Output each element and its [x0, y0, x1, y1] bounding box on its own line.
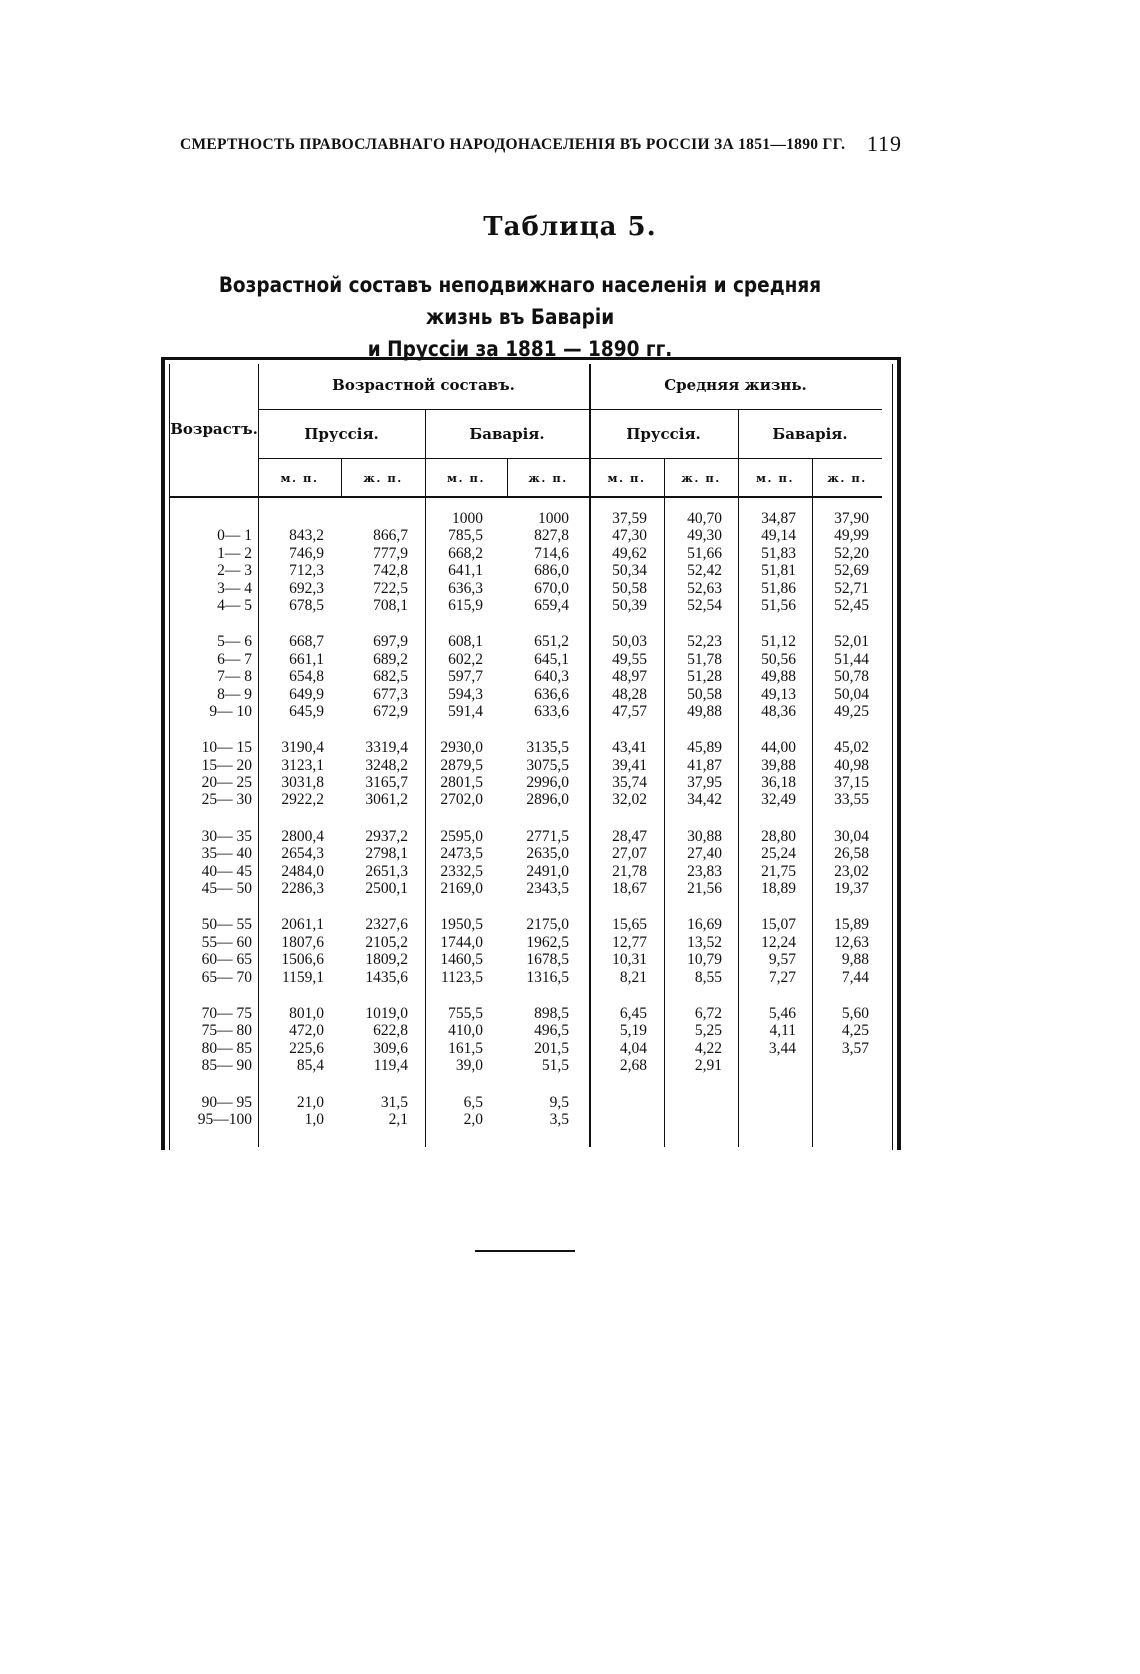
table-cell: 49,88	[687, 702, 722, 720]
table-cell: 2175,0	[526, 916, 569, 934]
table-cell: 496,5	[534, 1022, 569, 1040]
header-female: ж. п.	[363, 471, 403, 485]
table-cell: 23,83	[687, 862, 722, 880]
table-cell: 641,1	[448, 562, 483, 580]
table-cell: 2,1	[388, 1110, 408, 1128]
table-cell: 309,6	[373, 1039, 408, 1057]
table-cell: 1123,5	[440, 968, 483, 986]
table-cell: 2930,0	[440, 739, 483, 757]
table-cell: 2798,1	[365, 845, 408, 863]
table-cell: 8— 9	[217, 685, 252, 703]
table-cell: 40,70	[687, 510, 722, 527]
table-cell: 2702,0	[440, 791, 483, 809]
table-cell: 47,30	[612, 527, 647, 545]
table-cell: 2473,5	[440, 845, 483, 863]
header-life: Средняя жизнь.	[664, 376, 807, 394]
column-prussia-life-m	[589, 510, 647, 1128]
table-cell: 48,97	[612, 668, 647, 686]
table-cell: 50,56	[761, 650, 796, 668]
column-age	[174, 510, 252, 1128]
table-cell: 9,57	[768, 951, 796, 969]
table-cell: 645,1	[534, 650, 569, 668]
table-cell: 2996,0	[526, 774, 569, 792]
table-cell: 2105,2	[365, 933, 408, 951]
table-cell: 2,91	[694, 1057, 722, 1075]
table-cell: 10,31	[612, 951, 647, 969]
table-cell: 70— 75	[201, 1004, 252, 1022]
table-cell: 4— 5	[217, 596, 252, 614]
table-cell: 3319,4	[365, 739, 408, 757]
table-cell	[812, 1057, 869, 1074]
table-cell: 3031,8	[281, 774, 324, 792]
table-cell: 4,22	[694, 1039, 722, 1057]
table-cell: 51,66	[687, 544, 722, 562]
table-cell: 712,3	[289, 562, 324, 580]
table-cell: 1,0	[304, 1110, 324, 1128]
table-cell: 21,78	[612, 862, 647, 880]
table-cell: 722,5	[373, 579, 408, 597]
table-cell: 5,25	[694, 1022, 722, 1040]
table-cell: 3123,1	[281, 756, 324, 774]
table-cell: 3190,4	[281, 739, 324, 757]
table-cell: 7— 8	[217, 668, 252, 686]
table-cell: 28,47	[612, 827, 647, 845]
column-bavaria-comp-f	[507, 510, 569, 1128]
table-cell: 3— 4	[217, 579, 252, 597]
table-cell: 119,4	[373, 1057, 408, 1075]
table-cell: 697,9	[373, 633, 408, 651]
table-cell	[589, 1094, 647, 1111]
table-cell: 52,71	[834, 579, 869, 597]
table-cell: 602,2	[448, 650, 483, 668]
table-cell: 2169,0	[440, 880, 483, 898]
table-cell: 75— 80	[201, 1022, 252, 1040]
table-cell: 48,36	[761, 702, 796, 720]
header-bottom-rule	[170, 496, 882, 498]
table-cell: 26,58	[834, 845, 869, 863]
table-cell: 2879,5	[440, 756, 483, 774]
table-cell: 51,86	[761, 579, 796, 597]
table-cell: 2800,4	[281, 827, 324, 845]
table-cell: 52,63	[687, 579, 722, 597]
table-cell: 2484,0	[281, 862, 324, 880]
table-cell: 16,69	[687, 916, 722, 934]
table-cell: 32,49	[761, 791, 796, 809]
table-cell: 41,87	[687, 756, 722, 774]
table-cell: 25,24	[761, 845, 796, 863]
table-cell: 50,04	[834, 685, 869, 703]
table-cell: 2937,2	[365, 827, 408, 845]
table-cell: 21,56	[687, 880, 722, 898]
table-cell: 2491,0	[526, 862, 569, 880]
table-cell: 633,6	[534, 702, 569, 720]
table-cell: 689,2	[373, 650, 408, 668]
table-cell: 594,3	[448, 685, 483, 703]
table-cell: 43,41	[612, 739, 647, 757]
table-cell: 9— 10	[209, 702, 252, 720]
table-cell: 15,07	[761, 916, 796, 934]
table-cell: 2896,0	[526, 791, 569, 809]
table-cell: 161,5	[448, 1039, 483, 1057]
table-cell: 4,25	[841, 1022, 869, 1040]
table-cell	[738, 1111, 796, 1128]
table-cell: 2343,5	[526, 880, 569, 898]
table-cell: 51,56	[761, 596, 796, 614]
table-cell: 37,90	[834, 510, 869, 527]
table-cell: 1962,5	[526, 933, 569, 951]
table-cell: 3061,2	[365, 791, 408, 809]
table-cell	[738, 1057, 796, 1074]
table-cell: 645,9	[289, 702, 324, 720]
table-cell: 8,21	[619, 968, 647, 986]
table-cell: 755,5	[448, 1004, 483, 1022]
table-cell: 636,6	[534, 685, 569, 703]
table-cell: 45,02	[834, 739, 869, 757]
table-cell: 714,6	[534, 544, 569, 562]
table-cell: 55— 60	[201, 933, 252, 951]
table-cell: 30,88	[687, 827, 722, 845]
table-cell: 52,20	[834, 544, 869, 562]
table-cell: 6— 7	[217, 650, 252, 668]
table-cell: 746,9	[289, 544, 324, 562]
table-cell: 2500,1	[365, 880, 408, 898]
table-cell: 1807,6	[281, 933, 324, 951]
table-cell: 40— 45	[201, 862, 252, 880]
table-title: Таблица 5.	[483, 212, 657, 242]
table-cell: 51,28	[687, 668, 722, 686]
table-cell: 2,0	[463, 1110, 483, 1128]
table-cell: 49,88	[761, 668, 796, 686]
table-cell: 85,4	[296, 1057, 324, 1075]
table-cell: 2771,5	[526, 827, 569, 845]
table-cell: 49,14	[761, 527, 796, 545]
header-age: Возрастъ.	[170, 420, 258, 438]
table-cell: 670,0	[534, 579, 569, 597]
table-cell: 692,3	[289, 579, 324, 597]
table-cell: 6,45	[619, 1004, 647, 1022]
column-prussia-comp-m	[258, 510, 324, 1128]
table-cell: 1506,6	[281, 951, 324, 969]
caption-line-1: Возрастной составъ неподвижнаго населенія и средняя жизнь въ Баваріи	[218, 273, 822, 330]
header-female: ж. п.	[827, 471, 867, 485]
header-male: м. п.	[447, 471, 485, 485]
column-prussia-comp-f	[341, 510, 408, 1128]
table-cell: 615,9	[448, 596, 483, 614]
table-cell: 15,89	[834, 916, 869, 934]
running-head-text: СМЕРТНОСТЬ ПРАВОСЛАВНАГО НАРОДОНАСЕЛЕНІЯ ВЪ РОССІИ ЗА 1851—1890 ГГ.	[180, 136, 846, 153]
table-cell: 30— 35	[201, 827, 252, 845]
table-cell: 3,44	[768, 1039, 796, 1057]
table-cell: 1159,1	[281, 968, 324, 986]
table-cell: 677,3	[373, 685, 408, 703]
table-cell: 10,79	[687, 951, 722, 969]
table-cell: 35— 40	[201, 845, 252, 863]
column-bavaria-comp-m	[425, 510, 483, 1128]
table-cell: 90— 95	[201, 1093, 252, 1111]
table-cell: 50,78	[834, 668, 869, 686]
table-cell: 827,8	[534, 527, 569, 545]
table-cell: 27,40	[687, 845, 722, 863]
table-cell: 597,7	[448, 668, 483, 686]
table-cell: 0— 1	[217, 527, 252, 545]
table-cell: 668,2	[448, 544, 483, 562]
table-cell: 2332,5	[440, 862, 483, 880]
table-cell: 12,24	[761, 933, 796, 951]
table-cell: 866,7	[373, 527, 408, 545]
header-bavaria-comp: Баварія.	[469, 425, 545, 443]
table-cell: 49,13	[761, 685, 796, 703]
table-cell: 40,98	[834, 756, 869, 774]
header-bavaria-life: Баварія.	[772, 425, 848, 443]
table-cell: 39,41	[612, 756, 647, 774]
table-cell: 608,1	[448, 633, 483, 651]
table-cell	[589, 1111, 647, 1128]
table-cell: 801,0	[289, 1004, 324, 1022]
table-cell: 15— 20	[201, 756, 252, 774]
table-cell: 777,9	[373, 544, 408, 562]
table-cell: 3135,5	[526, 739, 569, 757]
table-cell: 31,5	[380, 1093, 408, 1111]
table-cell: 39,0	[455, 1057, 483, 1075]
table-cell	[738, 1094, 796, 1111]
table-cell: 49,30	[687, 527, 722, 545]
table-cell: 1316,5	[526, 968, 569, 986]
table-cell: 2286,3	[281, 880, 324, 898]
table-cell: 51,44	[834, 650, 869, 668]
table-cell: 410,0	[448, 1022, 483, 1040]
table-cell: 5,46	[768, 1004, 796, 1022]
table-cell	[174, 510, 252, 527]
table-cell: 640,3	[534, 668, 569, 686]
header-male: м. п.	[607, 471, 646, 485]
table-cell: 12,63	[834, 933, 869, 951]
table-cell: 5,60	[841, 1004, 869, 1022]
table-cell: 785,5	[448, 527, 483, 545]
table-cell: 15,65	[612, 916, 647, 934]
table-cell: 48,28	[612, 685, 647, 703]
table-cell	[664, 1111, 722, 1128]
table-cell: 23,02	[834, 862, 869, 880]
table-cell: 18,67	[612, 880, 647, 898]
table-cell: 21,0	[296, 1093, 324, 1111]
table-cell: 4,11	[769, 1022, 796, 1040]
table-cell: 2061,1	[281, 916, 324, 934]
table-cell: 1000	[538, 510, 569, 527]
table-cell: 672,9	[373, 702, 408, 720]
table-cell: 50,58	[687, 685, 722, 703]
table-cell: 80— 85	[201, 1039, 252, 1057]
table-cell: 1950,5	[440, 916, 483, 934]
table-cell: 1678,5	[526, 951, 569, 969]
table-cell: 52,45	[834, 596, 869, 614]
table-cell	[258, 510, 324, 527]
table-cell: 45,89	[687, 739, 722, 757]
table-cell: 35,74	[612, 774, 647, 792]
header-rule	[258, 409, 882, 410]
table-cell: 50,39	[612, 596, 647, 614]
table-cell: 651,2	[534, 633, 569, 651]
table-cell: 686,0	[534, 562, 569, 580]
table-cell: 39,88	[761, 756, 796, 774]
table-cell: 9,5	[549, 1093, 569, 1111]
table-cell: 3248,2	[365, 756, 408, 774]
table-cell: 51,81	[761, 562, 796, 580]
header-prussia-comp: Пруссія.	[304, 425, 379, 443]
header-female: ж. п.	[528, 471, 568, 485]
table-cell: 51,5	[541, 1057, 569, 1075]
table-cell: 13,52	[687, 933, 722, 951]
table-caption	[193, 270, 847, 366]
table-cell: 6,72	[694, 1004, 722, 1022]
table-cell: 2654,3	[281, 845, 324, 863]
table-cell: 3165,7	[365, 774, 408, 792]
table-cell: 12,77	[612, 933, 647, 951]
header-female: ж. п.	[681, 471, 721, 485]
table-cell: 49,25	[834, 702, 869, 720]
table-cell: 20— 25	[201, 774, 252, 792]
table-cell: 10— 15	[201, 739, 252, 757]
table-cell: 51,12	[761, 633, 796, 651]
table-cell: 843,2	[289, 527, 324, 545]
table-cell: 1744,0	[440, 933, 483, 951]
table-cell	[812, 1094, 869, 1111]
table-cell: 1019,0	[365, 1004, 408, 1022]
caption-line-2: и Пруссіи за 1881 — 1890 гг.	[367, 337, 673, 362]
table-cell: 52,69	[834, 562, 869, 580]
table-cell: 47,57	[612, 702, 647, 720]
header-composition: Возрастной составъ.	[332, 376, 515, 394]
table-cell: 659,4	[534, 596, 569, 614]
table-cell: 661,1	[289, 650, 324, 668]
header-rule	[258, 458, 882, 459]
table-cell: 2— 3	[217, 562, 252, 580]
header-male: м. п.	[756, 471, 794, 485]
table-cell: 18,89	[761, 880, 796, 898]
table-cell: 37,15	[834, 774, 869, 792]
table-cell: 32,02	[612, 791, 647, 809]
table-cell: 6,5	[463, 1093, 483, 1111]
table-cell: 2635,0	[526, 845, 569, 863]
header-prussia-life: Пруссія.	[626, 425, 701, 443]
table-cell: 636,3	[448, 579, 483, 597]
table-cell: 742,8	[373, 562, 408, 580]
table-cell: 225,6	[289, 1039, 324, 1057]
column-bavaria-life-f	[812, 510, 869, 1128]
table-cell: 45— 50	[201, 880, 252, 898]
table-cell: 622,8	[373, 1022, 408, 1040]
table-cell: 1435,6	[365, 968, 408, 986]
table-cell: 668,7	[289, 633, 324, 651]
table-cell: 50— 55	[201, 916, 252, 934]
table-cell: 201,5	[534, 1039, 569, 1057]
table-cell: 34,42	[687, 791, 722, 809]
table-cell: 2651,3	[365, 862, 408, 880]
table-cell: 51,78	[687, 650, 722, 668]
table-cell: 7,27	[768, 968, 796, 986]
table-cell: 37,95	[687, 774, 722, 792]
table-cell: 49,62	[612, 544, 647, 562]
table-cell: 49,99	[834, 527, 869, 545]
table-cell: 30,04	[834, 827, 869, 845]
table-cell: 37,59	[612, 510, 647, 527]
table-cell: 5,19	[619, 1022, 647, 1040]
table-cell: 52,54	[687, 596, 722, 614]
table-cell	[341, 510, 408, 527]
end-rule	[475, 1250, 575, 1252]
table-cell: 44,00	[761, 739, 796, 757]
table-cell: 25— 30	[201, 791, 252, 809]
table-cell: 5— 6	[217, 633, 252, 651]
table-cell: 1460,5	[440, 951, 483, 969]
table-cell: 52,42	[687, 562, 722, 580]
table-cell: 49,55	[612, 650, 647, 668]
running-head	[180, 131, 902, 156]
table-cell: 1809,2	[365, 951, 408, 969]
table-cell: 708,1	[373, 596, 408, 614]
table-cell: 19,37	[834, 880, 869, 898]
table-cell: 2922,2	[281, 791, 324, 809]
table-cell: 27,07	[612, 845, 647, 863]
table-cell: 33,55	[834, 791, 869, 809]
table-cell: 2801,5	[440, 774, 483, 792]
table-cell: 3075,5	[526, 756, 569, 774]
column-prussia-life-f	[664, 510, 722, 1128]
table-cell: 472,0	[289, 1022, 324, 1040]
table-cell: 95—100	[197, 1110, 252, 1128]
table-cell: 682,5	[373, 668, 408, 686]
table-cell: 52,23	[687, 633, 722, 651]
table-cell: 1— 2	[217, 544, 252, 562]
table-cell: 4,04	[619, 1039, 647, 1057]
table-cell: 8,55	[694, 968, 722, 986]
table-cell: 60— 65	[201, 951, 252, 969]
table-cell: 36,18	[761, 774, 796, 792]
table-cell: 85— 90	[201, 1057, 252, 1075]
table-cell	[812, 1111, 869, 1128]
table-cell: 678,5	[289, 596, 324, 614]
page-number: 119	[866, 131, 902, 156]
table-cell: 34,87	[761, 510, 796, 527]
table-cell: 28,80	[761, 827, 796, 845]
table-cell: 898,5	[534, 1004, 569, 1022]
table-cell	[664, 1094, 722, 1111]
table-cell: 50,58	[612, 579, 647, 597]
table-cell: 2595,0	[440, 827, 483, 845]
table-cell: 649,9	[289, 685, 324, 703]
table-cell: 21,75	[761, 862, 796, 880]
table-cell: 591,4	[448, 702, 483, 720]
table-cell: 51,83	[761, 544, 796, 562]
table-cell: 654,8	[289, 668, 324, 686]
table-cell: 9,88	[841, 951, 869, 969]
table-cell: 2,68	[619, 1057, 647, 1075]
table-cell: 52,01	[834, 633, 869, 651]
table-cell: 7,44	[841, 968, 869, 986]
table-cell: 50,03	[612, 633, 647, 651]
table-cell: 2327,6	[365, 916, 408, 934]
column-bavaria-life-m	[738, 510, 796, 1128]
header-male: м. п.	[280, 471, 319, 485]
table-cell: 50,34	[612, 562, 647, 580]
table-cell: 1000	[452, 510, 483, 527]
table-cell: 65— 70	[201, 968, 252, 986]
table-cell: 3,57	[841, 1039, 869, 1057]
table-cell: 3,5	[549, 1110, 569, 1128]
